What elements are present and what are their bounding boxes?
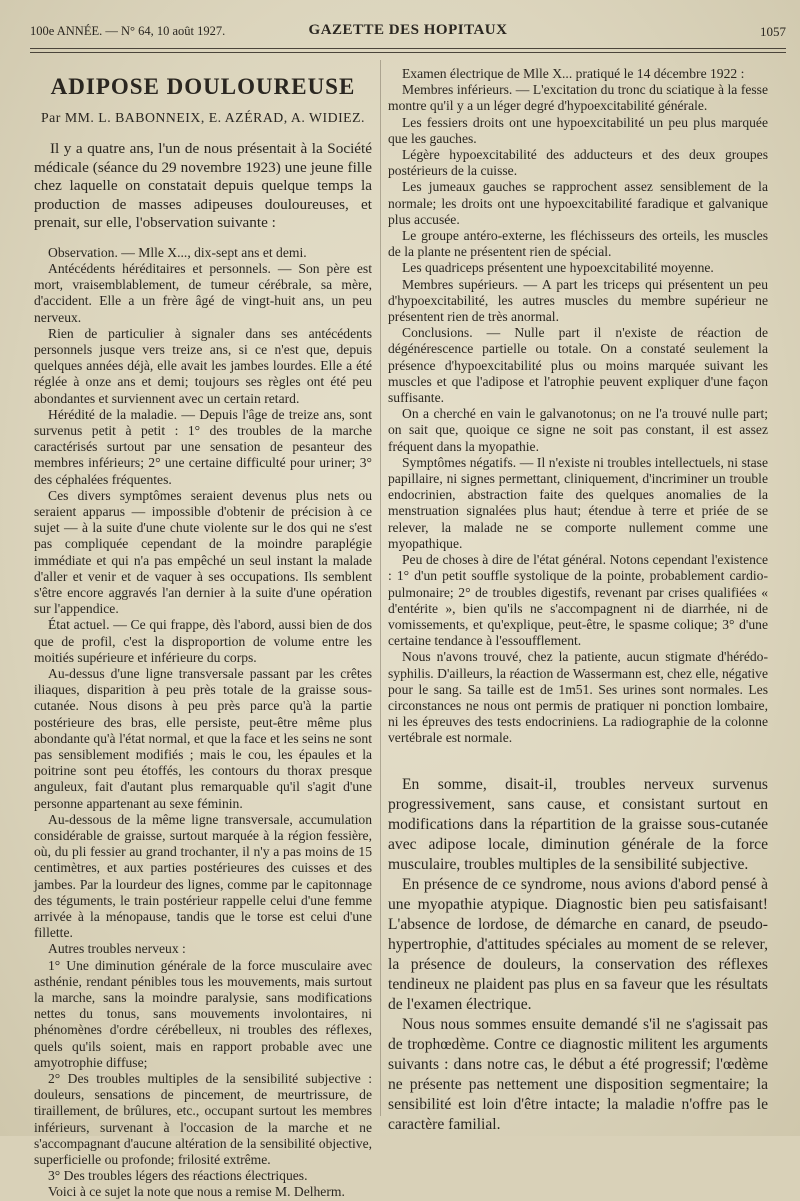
right-paragraph: Symptômes négatifs. — Il n'existe ni troubles intellectuels, ni stase papillaire, ni signes permettant, cliniquement, d'incriminer un trouble endocrinien, abstraction faite des quelques anomalies de la menstruation signalées plus haut; étendue à terre et priée de se relever, la malade ne se comporte nullement comme une myopathique.: [388, 454, 768, 551]
left-paragraph: Antécédents héréditaires et personnels. — Son père est mort, vraisemblablement, de tumeur cérébrale, sa mère, d'accident. Elle a un frère âgé de vingt-huit ans, un peu nerveux.: [34, 260, 372, 325]
right-paragraph: Membres inférieurs. — L'excitation du tronc du sciatique à la fesse montre qu'il y a un léger degré d'hypoexcitabilité générale.: [388, 82, 768, 114]
right-paragraph: Légère hypoexcitabilité des adducteurs et des deux groupes postérieurs de la cuisse.: [388, 147, 768, 179]
right-column: [388, 66, 768, 1135]
article-authors: Par MM. L. BABONNEIX, E. AZÉRAD, A. WIDIEZ.: [41, 110, 365, 125]
left-paragraph: Observation. — Mlle X..., dix-sept ans et demi.: [48, 244, 307, 260]
page-header: [30, 20, 786, 46]
article-intro: Il y a quatre ans, l'un de nous présentait à la Société médicale (séance du 29 novembre 1923) une jeune fille chez laquelle on constatait depuis quelque temps la production de masses adipeuses douloureuses, et prenait, sur elle, l'observation suivante :: [34, 140, 372, 232]
right-paragraph: Conclusions. — Nulle part il n'existe de réaction de dégénérescence partielle ou totale. On a constaté seulement la présence d'hypoexcitabilité plus ou moins marquée suivant les muscles et que l'adipose et l'atrophie peuvent expliquer d'une façon suffisante.: [388, 325, 768, 406]
left-paragraph: Au-dessous de la même ligne transversale, accumulation considérable de graisse, surtout marquée à la région fessière, où, du pli fessier au grand trochanter, il n'y a pas moins de 15 centimètres, et aux parties postérieures des cuisses et des jambes. Par la lourdeur des lignes, comme par le capitonnage des téguments, le train postérieur rappelle celui d'une femme arrivée à la ménopause, tandis que le torse est celui d'une fillette.: [34, 811, 372, 941]
left-paragraph: État actuel. — Ce qui frappe, dès l'abord, aussi bien de dos que de profil, c'est la disproportion de volume entre les moitiés supérieure et inférieure du corps.: [34, 617, 372, 665]
right-paragraph: Les quadriceps présentent une hypoexcitabilité moyenne.: [402, 260, 714, 276]
right-paragraph: Membres supérieurs. — A part les triceps qui présentent un peu d'hypoexcitabilité, les autres muscles du membre supérieur ne présentent rien de très anormal.: [388, 276, 768, 325]
right-paragraph: Nous n'avons trouvé, chez la patiente, aucun stigmate d'hérédo-syphilis. D'ailleurs, la réaction de Wassermann est, chez elle, négative pour le sang. Sa taille est de 1m51. Ses urines sont normales. Les circonstances ne nous ont permis de pratiquer ni ponction lombaire, ni les épreuves des tests endocriniens. La radiographie de la colonne vertébrale est normale.: [388, 649, 768, 746]
left-paragraph: Autres troubles nerveux :: [48, 941, 186, 957]
right-paragraph: On a cherché en vain le galvanotonus; on ne l'a trouvé nulle part; on sait que, quoique ce signe ne soit pas constant, il est assez fréquent dans la myopathie.: [388, 406, 768, 454]
journal-title: GAZETTE DES HOPITAUX: [308, 22, 508, 38]
summary-paragraph: En présence de ce syndrome, nous avions d'abord pensé à une myopathie atypique. Diagnostic bien peu satisfaisant! L'absence de lordose, de démarche en canard, de pseudo-hypertrophie, d'attitudes spéciales au moment de se relever, la présence de douleurs, la conservation des réflexes tendineux ne plaident pas plus en sa faveur que les résultats de l'examen électrique.: [388, 875, 768, 1013]
article-title: ADIPOSE DOULOUREUSE: [50, 74, 356, 99]
left-paragraph: Rien de particulier à signaler dans ses antécédents personnels jusque vers treize ans, si ce n'est que, depuis quelques années déjà, elle avait les jambes lourdes. Elle a été réglée à onze ans et demi; toujours ses règles ont été peu abondantes et surviennent avec un certain retard.: [34, 325, 372, 406]
right-paragraph: Peu de choses à dire de l'état général. Notons cependant l'existence : 1° d'un petit souffle systolique de la pointe, probablement cardio-pulmonaire; 2° de troubles digestifs, revenant par crises qualifiées « d'entérite », bien qu'ils ne s'accompagnent ni de diarrhée, ni de vomissements, et qu'explique, peut-être, le spasme colique; 3° d'une certaine tendance à l'essoufflement.: [388, 552, 768, 649]
right-paragraph: Le groupe antéro-externe, les fléchisseurs des orteils, les muscles de la plante ne présentent rien de spécial.: [388, 228, 768, 260]
header-rule-bottom: [30, 52, 786, 53]
issue-line: 100e ANNÉE. — N° 64, 10 août 1927.: [30, 24, 226, 38]
left-paragraph: Au-dessus d'une ligne transversale passant par les crêtes iliaques, disparition à peu près totale de la graisse sous-cutanée. Nous disons à peu près parce qu'à la partie postérieure des bras, elle persiste, peut-être même plus abondante qu'à l'état normal, et que la face et les seins ne sont pas sensiblement modifiés ; mais le cou, les épaules et la poitrine sont peu étoffés, les contours du thorax presque anguleux, fait d'autant plus remarquable qu'il s'agit d'une personne appartenant au sexe féminin.: [34, 665, 372, 811]
summary-paragraph: Nous nous sommes ensuite demandé s'il ne s'agissait pas de trophœdème. Contre ce diagnostic militent les arguments suivants : dans notre cas, le début a été progressif; l'œdème ne présente pas nettement une disposition segmentaire; la sensibilité est loin d'être intacte; la maladie n'offre pas le caractère familial.: [388, 1015, 768, 1133]
column-divider: [380, 60, 381, 1116]
left-paragraph: 2° Des troubles multiples de la sensibilité subjective : douleurs, sensations de pincement, de meurtrissure, de tiraillement, de brûlures, etc., occupant surtout les membres inférieurs, survenant à l'occasion de la marche et ne s'accompagnant d'aucune altération de la sensibilité objective, superficielle ou profonde; frilosité extrême.: [34, 1071, 372, 1168]
section-spacer: [388, 747, 768, 775]
header-rule-top: [30, 48, 786, 49]
summary-paragraph: En somme, disait-il, troubles nerveux survenus progressivement, sans cause, et consistant surtout en modifications dans la répartition de la graisse sous-cutanée avec adipose locale, diminution générale de la force musculaire, troubles multiples de la sensibilité subjective.: [388, 775, 768, 873]
right-paragraph: Examen électrique de Mlle X... pratiqué le 14 décembre 1922 :: [402, 66, 745, 81]
left-paragraph: 3° Des troubles légers des réactions électriques.: [48, 1168, 308, 1184]
right-paragraph: Les jumeaux gauches se rapprochent assez sensiblement de la normale; les droits ont une hypoexcitabilité faradique et galvanique plus accusée.: [388, 179, 768, 227]
page-number: 1057: [760, 24, 786, 39]
left-paragraph: Ces divers symptômes seraient devenus plus nets ou seraient apparus — impossible d'obtenir de précision à ce sujet — à la suite d'une chute violente sur le dos qui ne s'est pas compliquée cependant de la moindre paraplégie immédiate et qui n'a pas empêché un seul instant la malade d'aller et venir et de vaquer à ses occupations. Ils semblent s'être encore aggravés l'an dernier à la suite d'une opération sur l'appendice.: [34, 487, 372, 617]
left-paragraph: Hérédité de la maladie. — Depuis l'âge de treize ans, sont survenus petit à petit : 1° des troubles de la marche caractérisés surtout par une sensation de pesanteur des membres inférieurs; 2° une certaine difficulté pour uriner; 3° des céphalées fréquentes.: [34, 406, 372, 487]
left-column: [34, 66, 372, 1201]
left-paragraph: 1° Une diminution générale de la force musculaire avec asthénie, rendant pénibles tous les mouvements, mais surtout la marche, sans la moindre paralysie, sans modifications nettes du tonus, sans mouvements involontaires, ni phénomènes d'ordre cérébelleux, ni troubles des réflexes, quels qu'ils soient, mais en rapport probable avec une amyotrophie diffuse;: [34, 957, 372, 1070]
right-paragraph: Les fessiers droits ont une hypoexcitabilité un peu plus marquée que les gauches.: [388, 114, 768, 146]
left-paragraph: Voici à ce sujet la note que nous a remise M. Delherm.: [48, 1184, 345, 1200]
